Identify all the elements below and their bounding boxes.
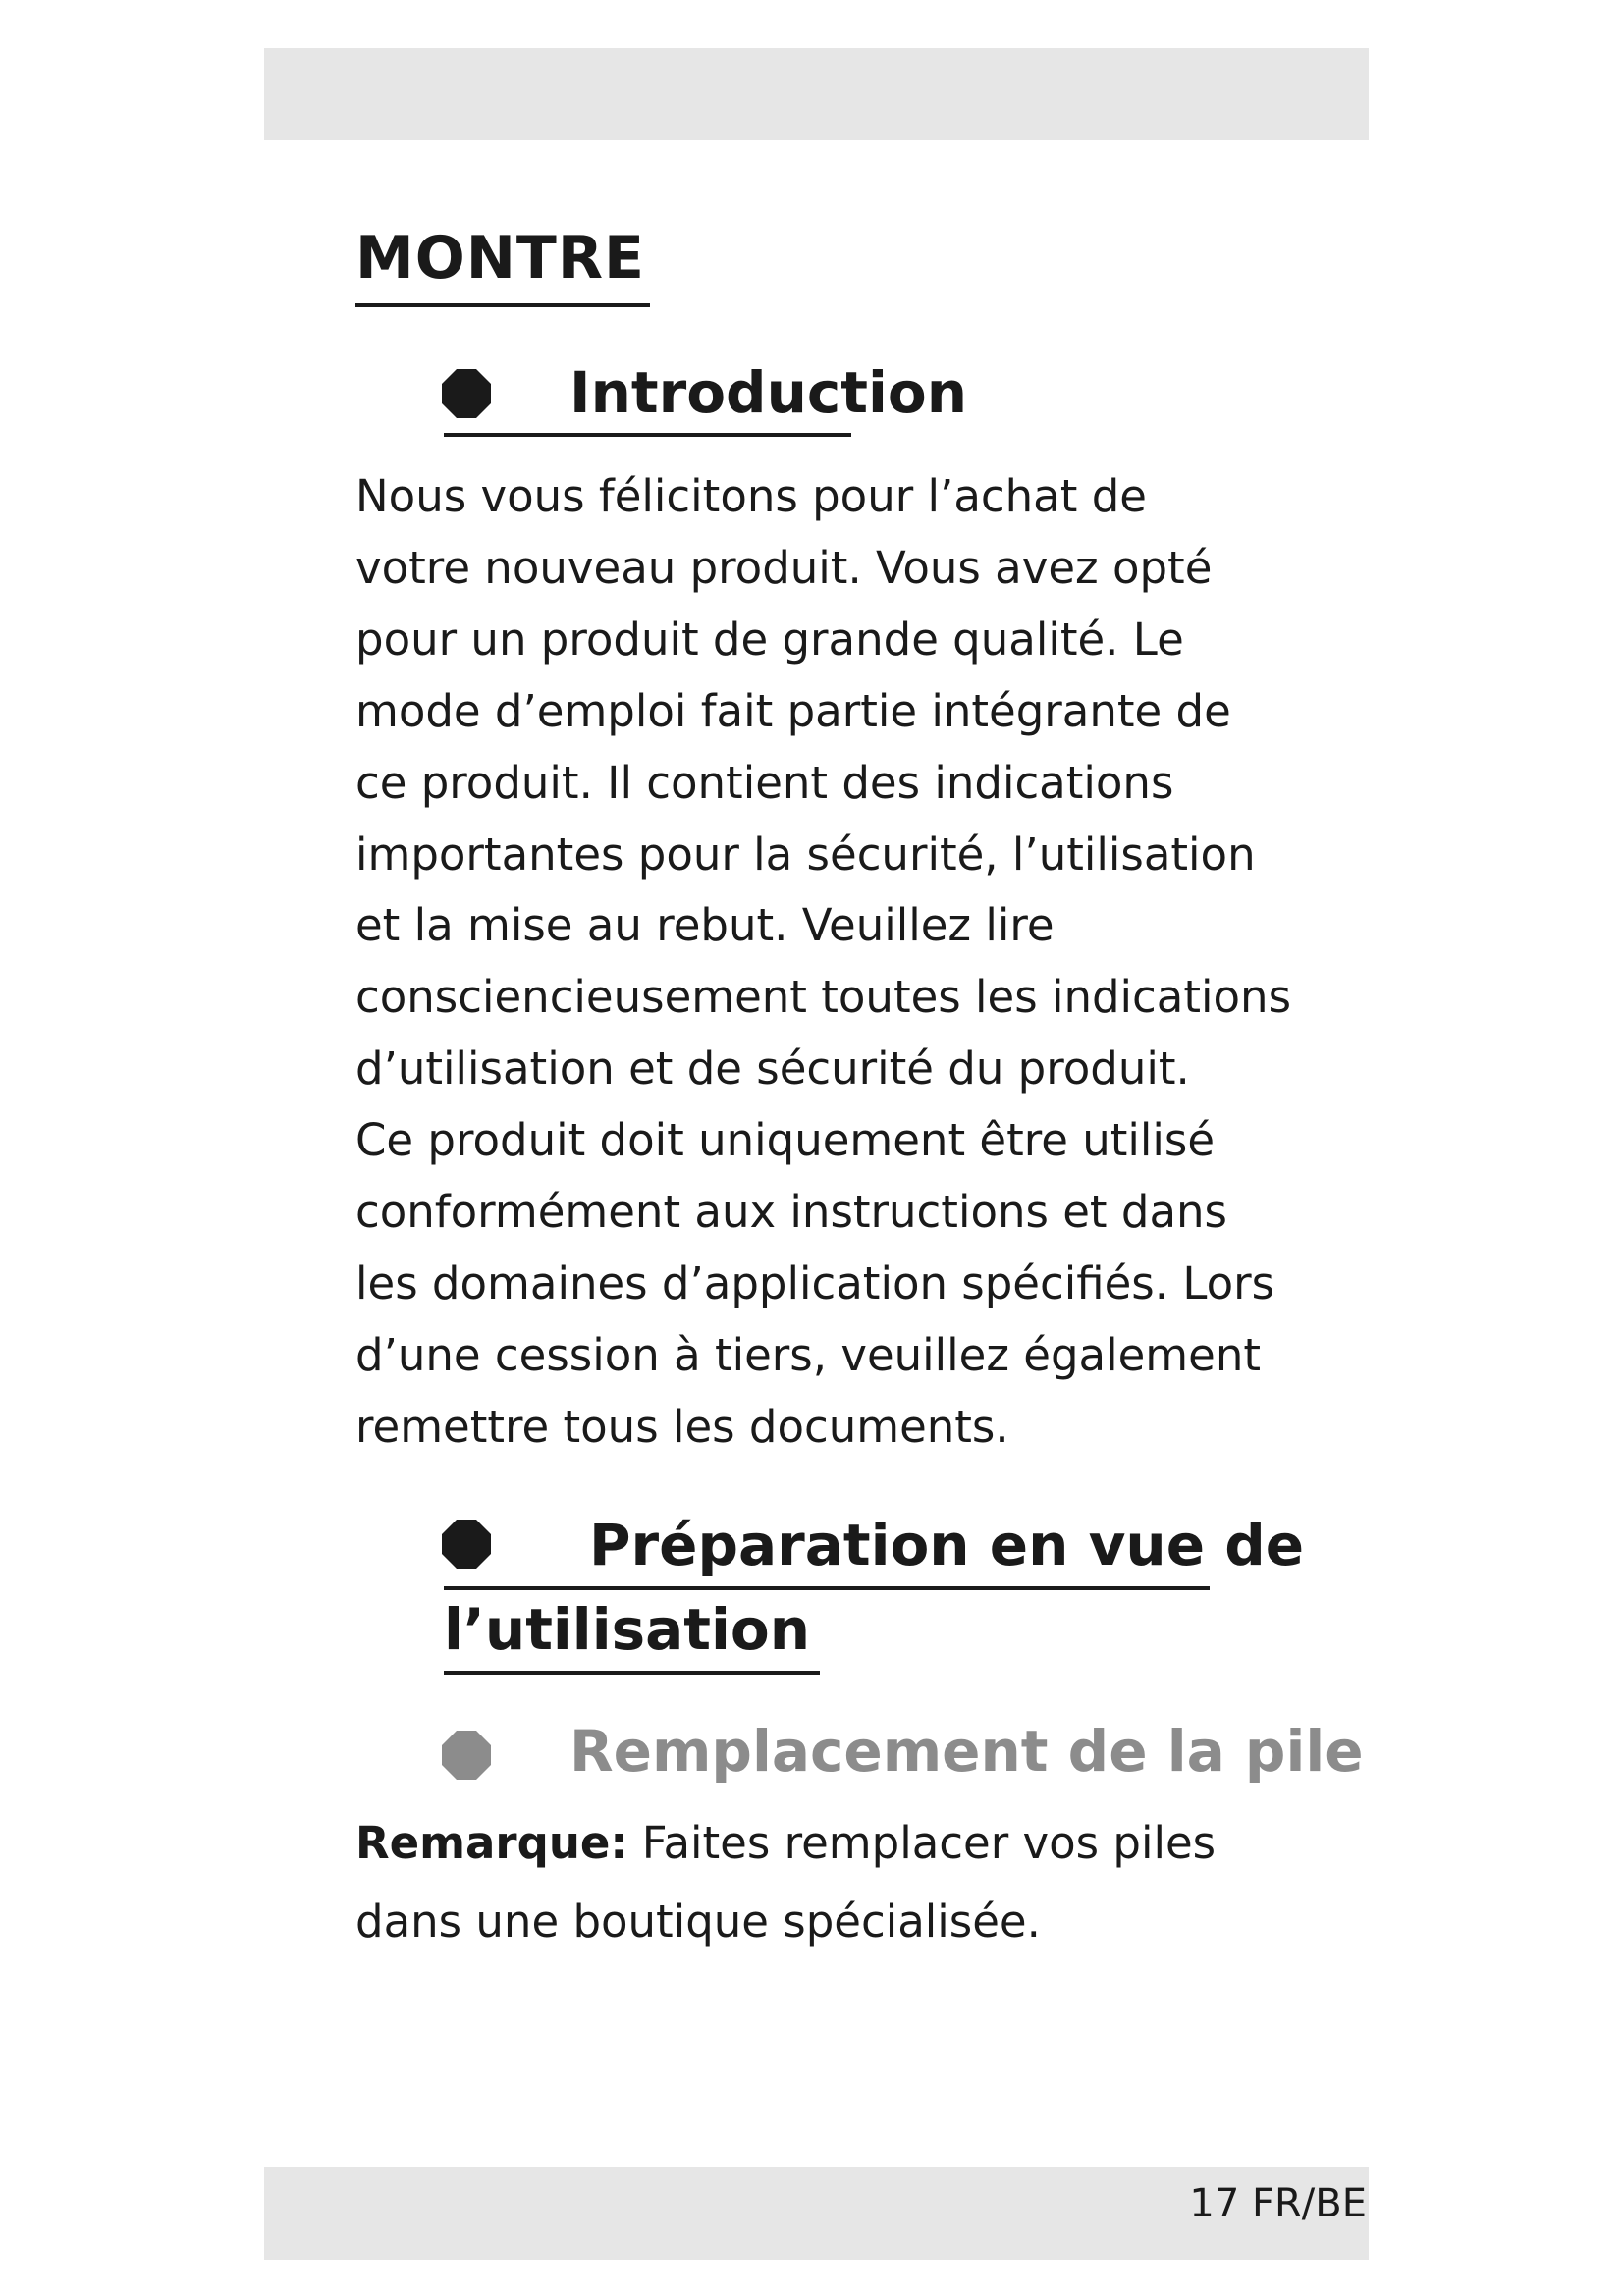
paragraph-line: et la mise au rebut. Veuillez lire	[355, 899, 1055, 952]
paragraph-line: Nous vous félicitons pour l’achat de	[355, 470, 1147, 522]
paragraph-line: d’utilisation et de sécurité du produit.	[355, 1042, 1190, 1095]
bullet-dot-icon	[442, 1520, 491, 1569]
paragraph-line: Ce produit doit uniquement être utilisé	[355, 1114, 1216, 1167]
section-heading-preparation: Préparation en vue de	[589, 1512, 1305, 1578]
paragraph-line: pour un produit de grande qualité. Le	[355, 613, 1184, 666]
section-underline	[444, 1671, 820, 1675]
section-heading-introduction: Introduction	[569, 359, 967, 426]
paragraph-line: conformément aux instructions et dans	[355, 1186, 1227, 1239]
section-underline	[444, 433, 851, 437]
paragraph-line: ce produit. Il contient des indications	[355, 756, 1174, 809]
section-heading-battery: Remplacement de la pile	[569, 1718, 1364, 1785]
paragraph-line: consciencieusement toutes les indications	[355, 971, 1292, 1024]
page-title: MONTRE	[355, 224, 646, 293]
note-text: Faites remplacer vos piles	[627, 1817, 1217, 1869]
intro-paragraph	[355, 461, 1292, 1464]
paragraph-line: les domaines d’application spécifiés. Lors	[355, 1256, 1275, 1309]
title-underline	[355, 303, 650, 307]
header-band	[264, 48, 1369, 140]
section-heading-preparation-cont: l’utilisation	[444, 1596, 810, 1663]
bullet-dot-icon	[442, 369, 491, 418]
bullet-dot-icon	[442, 1731, 491, 1780]
paragraph-line: remettre tous les documents.	[355, 1400, 1009, 1453]
section-heading-clip	[569, 1718, 1365, 1785]
note-text-cont: dans une boutique spécialisée.	[355, 1896, 1041, 1948]
note-paragraph	[355, 1804, 1216, 1961]
paragraph-line: votre nouveau produit. Vous avez opté	[355, 541, 1213, 594]
paragraph-line: mode d’emploi fait partie intégrante de	[355, 684, 1231, 737]
note-label: Remarque:	[355, 1817, 628, 1869]
paragraph-line: d’une cession à tiers, veuillez également	[355, 1328, 1261, 1381]
section-underline	[444, 1586, 1210, 1590]
page-number: 17 FR/BE	[1189, 2181, 1367, 2226]
paragraph-line: importantes pour la sécurité, l’utilisation	[355, 828, 1256, 881]
